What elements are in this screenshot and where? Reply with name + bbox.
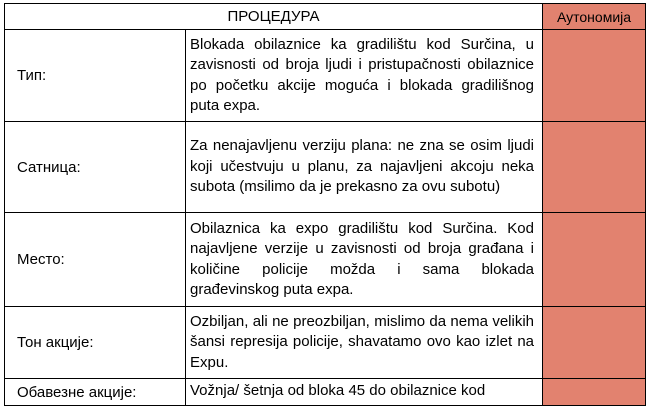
autonomy-cell [543, 213, 646, 307]
row-label: Тон акције: [5, 307, 186, 379]
autonomy-header: Аутономија [543, 4, 646, 30]
autonomy-cell [543, 122, 646, 213]
table-row [5, 122, 646, 213]
row-text: Za nenajavljenu verziju plana: ne zna se osim ljudi koji učestvuju u planu, za najavljeni akcoju neka subota (msilimo da je prekasno za ovu subotu) [186, 122, 543, 213]
row-text: Obilaznica ka expo gradilištu kod Surčina. Kod najavljene verzije u zavisnosti od broja građana i količine policije možda i sama blokada građevinskog puta expa. [186, 213, 543, 307]
autonomy-cell [543, 307, 646, 379]
autonomy-cell [543, 379, 646, 406]
table-header-row [5, 4, 646, 30]
row-text: Blokada obilaznice ka gradilištu kod Surčina, u zavisnosti od broja ljudi i pristupačnosti obilaznice po početku akcije moguća i blokada gradilišnog puta expa. [186, 30, 543, 122]
table-row [5, 213, 646, 307]
row-label: Сатница: [5, 122, 186, 213]
row-text: Ozbiljan, ali ne preozbiljan, mislimo da nema velikih šansi represija policije, shavatamo ovo kao izlet na Expu. [186, 307, 543, 379]
table-row [5, 379, 646, 406]
procedure-table [4, 3, 646, 406]
procedure-header: ПРОЦЕДУРА [5, 4, 543, 30]
autonomy-cell [543, 30, 646, 122]
row-label: Тип: [5, 30, 186, 122]
row-label: Обавезне акције: [5, 379, 186, 406]
table-row [5, 30, 646, 122]
row-text: Vožnja/ šetnja od bloka 45 do obilaznice kod [186, 379, 543, 406]
row-label: Место: [5, 213, 186, 307]
table-row [5, 307, 646, 379]
